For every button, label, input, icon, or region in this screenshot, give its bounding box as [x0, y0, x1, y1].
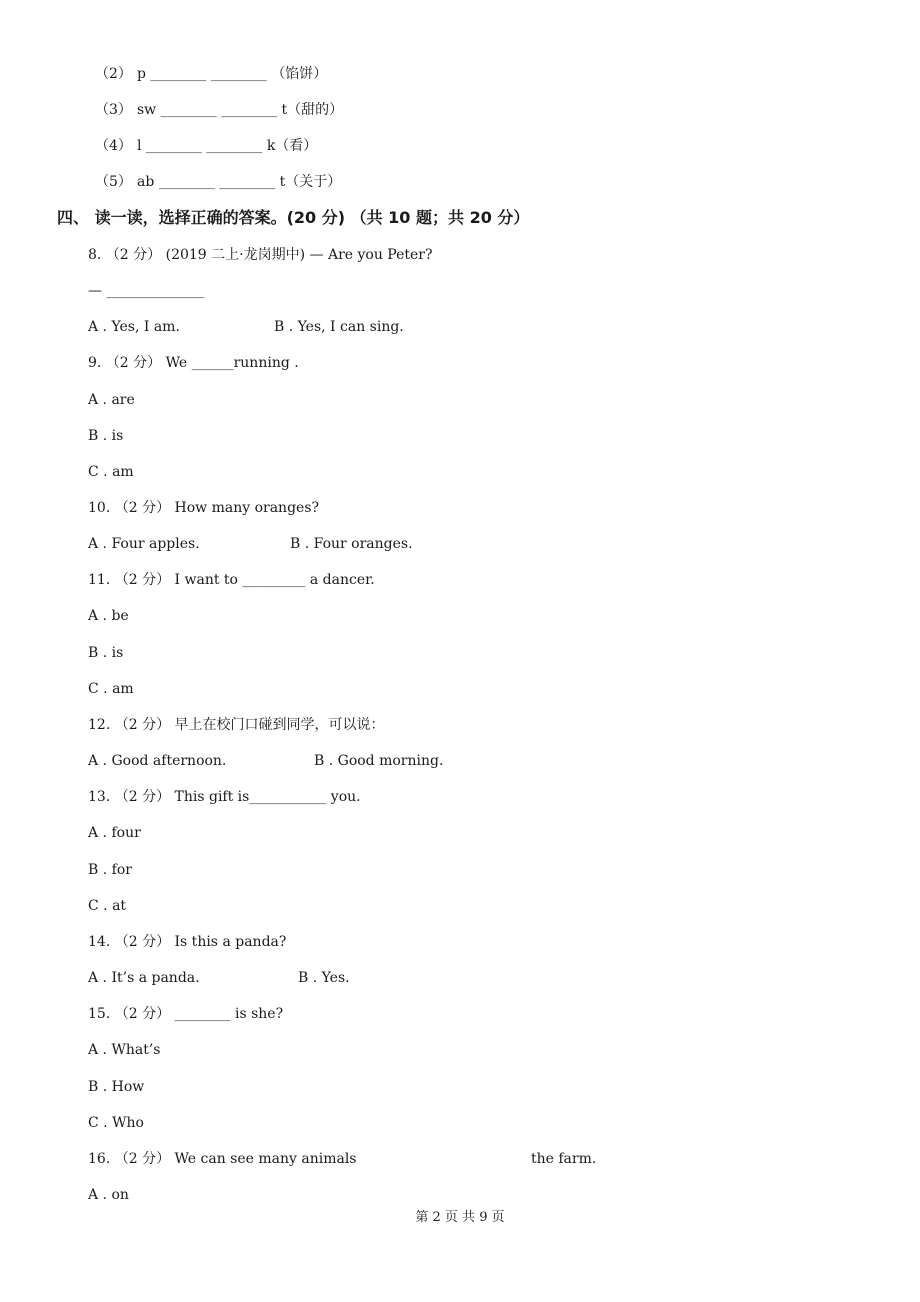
- question-11-option-c: C . am: [88, 681, 134, 697]
- question-12-option-b: B . Good morning.: [314, 753, 444, 769]
- question-11-stem: 11. （2 分） I want to _________ a dancer.: [88, 572, 375, 588]
- section-heading: 四、 读一读，选择正确的答案。(20 分) （共 10 题；共 20 分）: [57, 208, 530, 227]
- fill-item-2-number: （2）: [95, 66, 132, 82]
- question-10-option-a: A . Four apples.: [88, 536, 200, 552]
- fill-item-5-text: ab ________ ________ t（关于）: [137, 174, 342, 190]
- question-12-option-a: A . Good afternoon.: [88, 753, 227, 769]
- fill-item-4-text: l ________ ________ k（看）: [137, 138, 318, 154]
- question-16-stem-end: the farm.: [531, 1151, 597, 1167]
- question-14-option-b: B . Yes.: [298, 970, 350, 986]
- question-8-answer-line: — ______________: [88, 283, 205, 299]
- question-15-option-a: A . What’s: [88, 1042, 161, 1058]
- fill-item-3-text: sw ________ ________ t（甜的）: [137, 102, 344, 118]
- question-12-stem: 12. （2 分） 早上在校门口碰到同学，可以说：: [88, 717, 385, 733]
- question-15-option-b: B . How: [88, 1079, 145, 1095]
- question-9-stem: 9. （2 分） We ______running .: [88, 355, 299, 371]
- question-8-stem: 8. （2 分） (2019 二上·龙岗期中) — Are you Peter?: [88, 247, 433, 263]
- question-16-stem: 16. （2 分） We can see many animals: [88, 1151, 357, 1167]
- question-15-stem: 15. （2 分） ________ is she?: [88, 1006, 284, 1022]
- question-13-option-a: A . four: [88, 825, 141, 841]
- question-9-option-b: B . is: [88, 428, 124, 444]
- question-11-option-a: A . be: [88, 608, 129, 624]
- question-14-stem: 14. （2 分） Is this a panda?: [88, 934, 287, 950]
- page-footer: 第 2 页 共 9 页: [415, 1210, 505, 1225]
- question-10-option-b: B . Four oranges.: [290, 536, 413, 552]
- fill-item-2-text: p ________ ________ （馅饼）: [137, 66, 328, 82]
- fill-item-4-number: （4）: [95, 138, 132, 154]
- question-13-option-c: C . at: [88, 898, 127, 914]
- question-13-option-b: B . for: [88, 862, 132, 878]
- question-10-stem: 10. （2 分） How many oranges?: [88, 500, 320, 516]
- question-9-option-c: C . am: [88, 464, 134, 480]
- question-15-option-c: C . Who: [88, 1115, 144, 1131]
- question-14-option-a: A . It’s a panda.: [88, 970, 200, 986]
- question-11-option-b: B . is: [88, 645, 124, 661]
- question-8-option-b: B . Yes, I can sing.: [274, 319, 404, 335]
- question-8-option-a: A . Yes, I am.: [88, 319, 180, 335]
- fill-item-3-number: （3）: [95, 102, 132, 118]
- fill-item-5-number: （5）: [95, 174, 132, 190]
- question-16-option-a: A . on: [88, 1187, 129, 1203]
- question-13-stem: 13. （2 分） This gift is___________ you.: [88, 789, 361, 805]
- question-9-option-a: A . are: [88, 392, 135, 408]
